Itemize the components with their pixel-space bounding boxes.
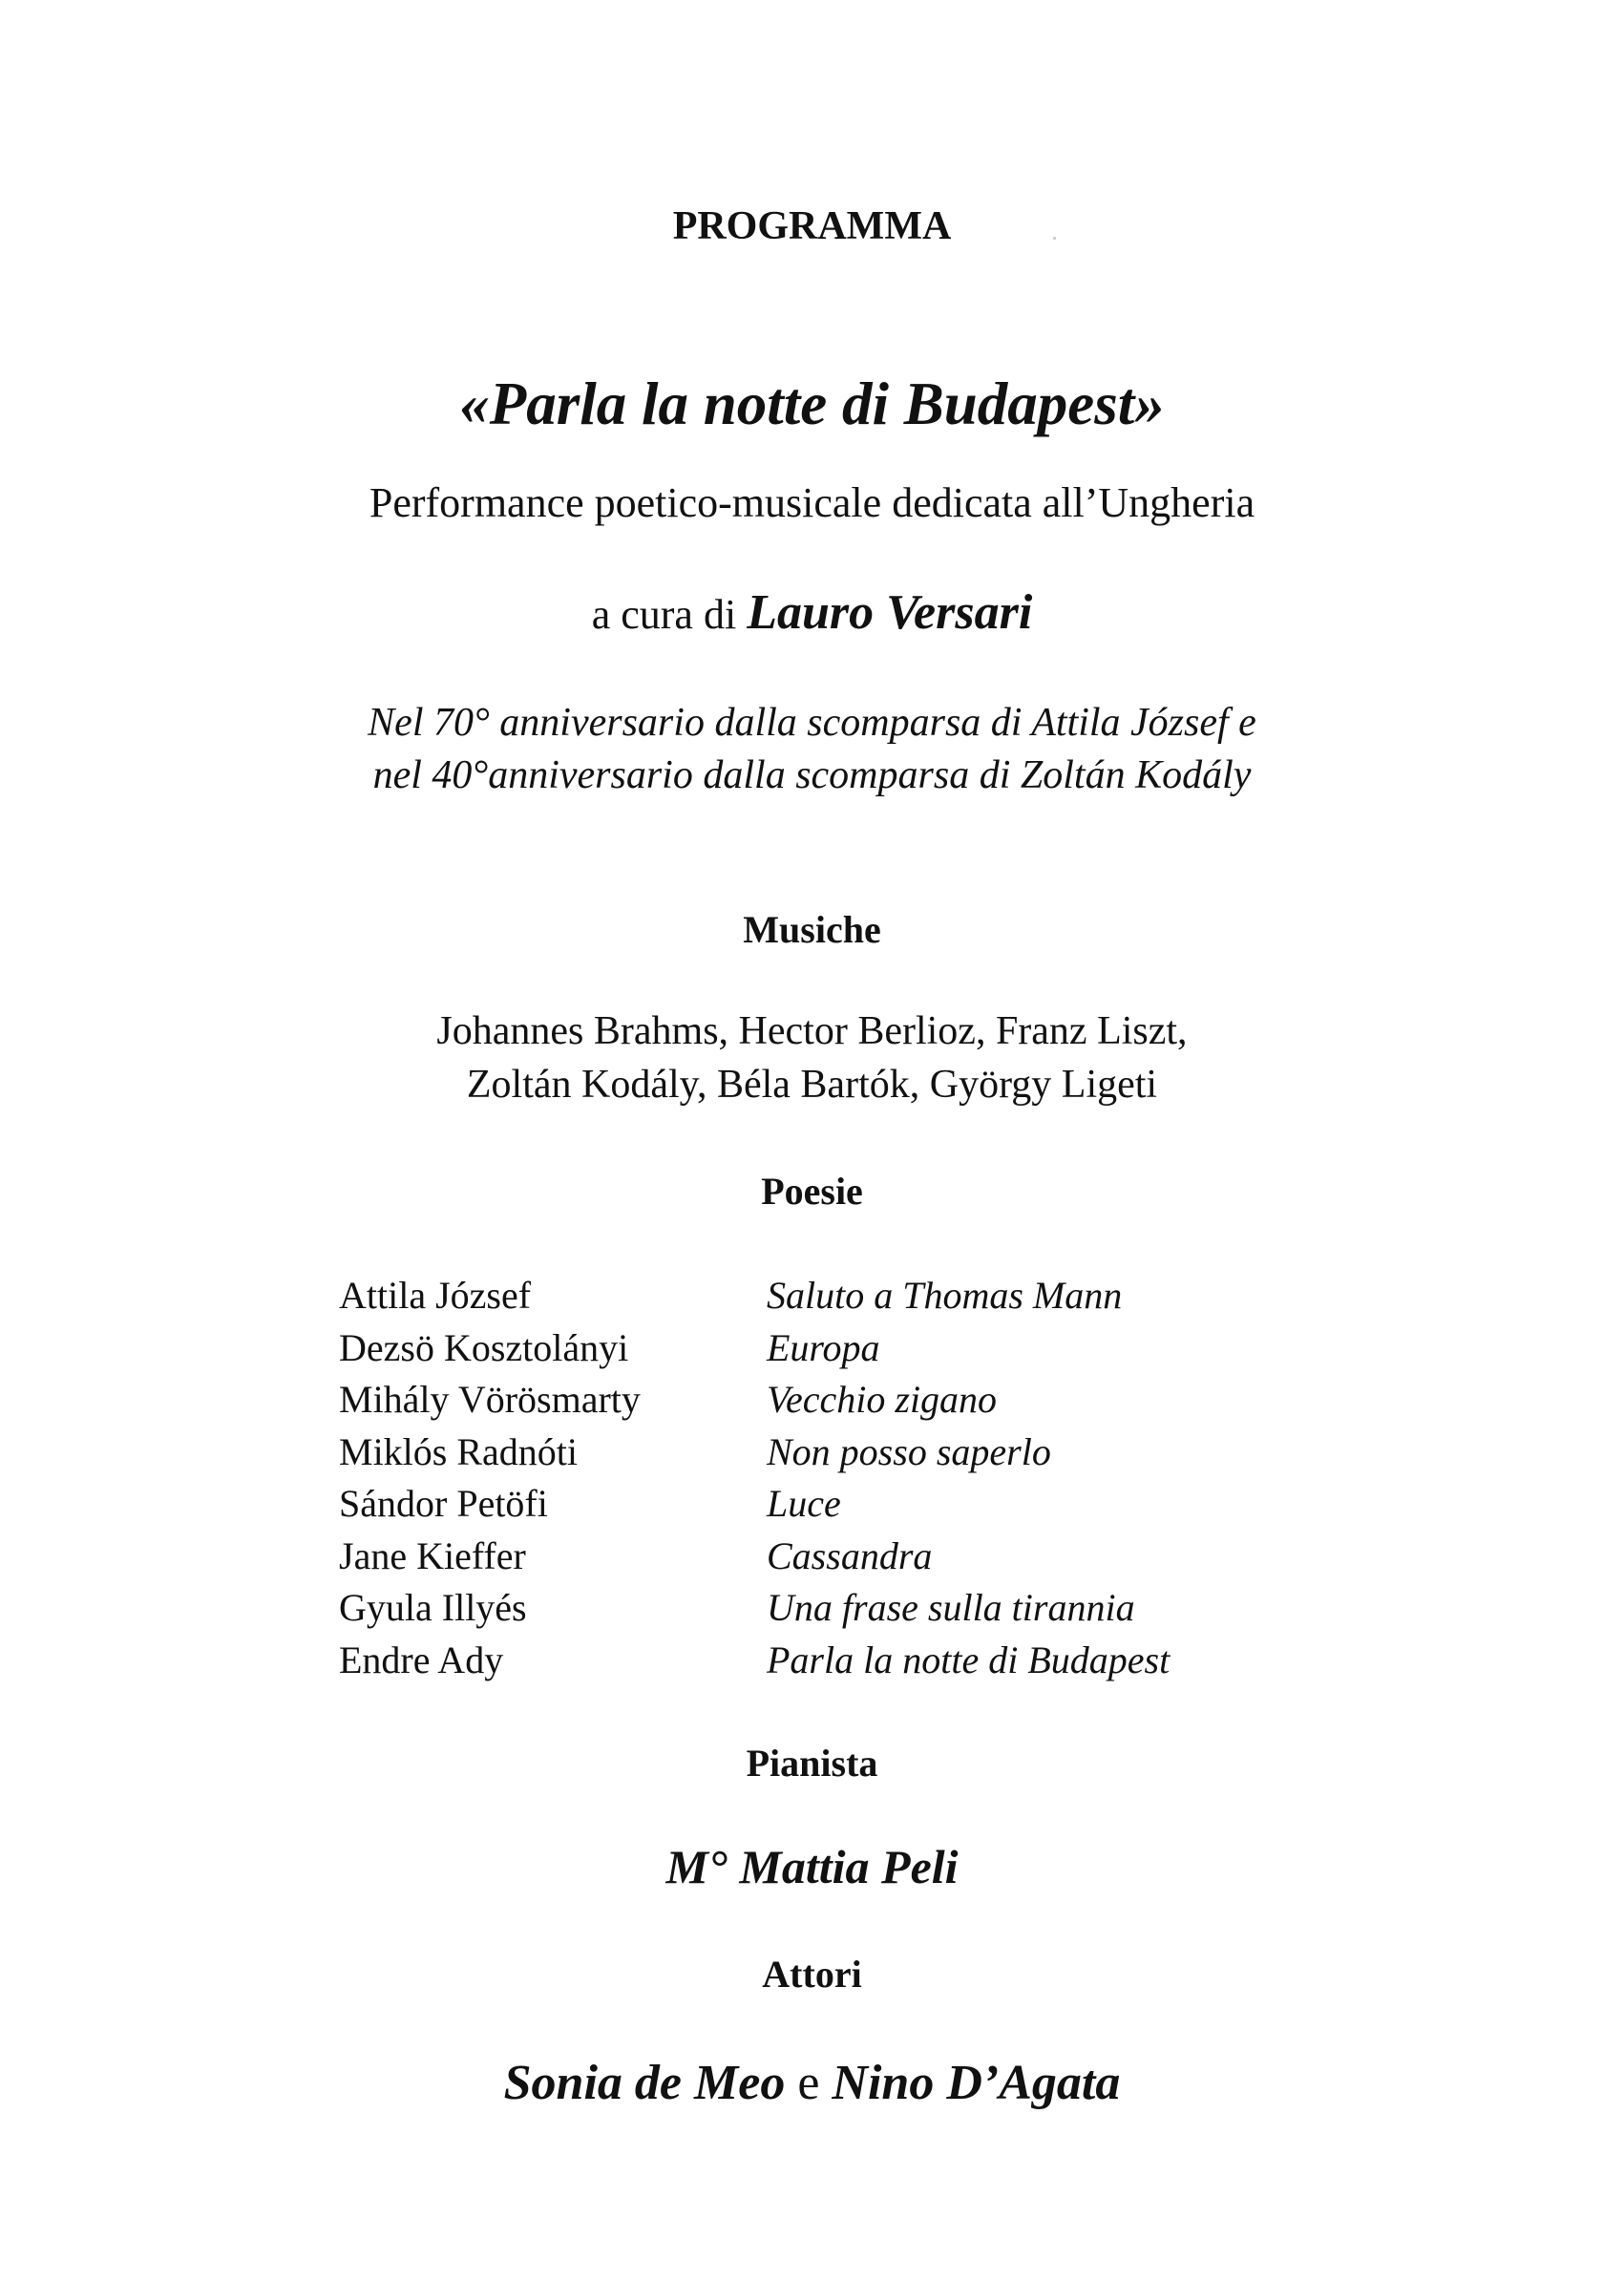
actor-name: Sonia de Meo xyxy=(503,2056,786,2110)
poetry-row xyxy=(339,1374,1170,1427)
poet-name: Gyula Illyés xyxy=(339,1586,527,1629)
poetry-list xyxy=(339,1270,1170,1686)
poet-name: Jane Kieffer xyxy=(339,1533,526,1577)
pianist-name: M° Mattia Peli xyxy=(665,1840,959,1893)
poem-title: Europa xyxy=(767,1325,880,1369)
poem-title: Parla la notte di Budapest xyxy=(767,1638,1171,1681)
actor-name: Nino D’Agata xyxy=(832,2056,1121,2110)
curator-name: Lauro Versari xyxy=(747,585,1033,640)
poet-name: Miklós Radnóti xyxy=(339,1429,579,1473)
poet-name: Mihály Vörösmarty xyxy=(339,1378,641,1421)
poet-name: Endre Ady xyxy=(339,1638,504,1681)
poet-name: Attila József xyxy=(339,1274,532,1317)
poet-name: Sándor Petöfi xyxy=(339,1482,548,1525)
event-title: «Parla la notte di Budapest» xyxy=(459,370,1165,437)
curator-prefix: a cura di xyxy=(591,591,737,638)
poetry-row xyxy=(339,1478,1170,1531)
poem-title: Non posso saperlo xyxy=(767,1429,1051,1473)
poetry-row xyxy=(339,1582,1170,1635)
poetry-row xyxy=(339,1635,1170,1687)
pianist-heading: Pianista xyxy=(746,1742,878,1785)
poem-title: Saluto a Thomas Mann xyxy=(767,1274,1123,1317)
anniversary-line: Nel 70° anniversario dalla scomparsa di Attila József e xyxy=(368,701,1256,745)
actors-conjunction: e xyxy=(797,2056,820,2110)
poem-title: Vecchio zigano xyxy=(767,1378,998,1421)
poetry-heading: Poesie xyxy=(761,1170,863,1213)
poetry-row xyxy=(339,1322,1170,1375)
poetry-row xyxy=(339,1427,1170,1479)
curator-line xyxy=(0,584,1624,641)
anniversary-line: nel 40°anniversario dalla scomparsa di Zoltán Kodály xyxy=(372,753,1252,797)
actors-heading: Attori xyxy=(762,1953,862,1996)
poem-title: Luce xyxy=(767,1482,841,1525)
poetry-row xyxy=(339,1531,1170,1583)
composers-line: Zoltán Kodály, Béla Bartók, György Ligeti xyxy=(466,1063,1158,1107)
music-heading: Musiche xyxy=(743,908,881,951)
actors-line xyxy=(0,2055,1624,2111)
program-heading: PROGRAMMA xyxy=(672,204,952,248)
composers-line: Johannes Brahms, Hector Berlioz, Franz Liszt, xyxy=(436,1009,1188,1053)
poem-title: Cassandra xyxy=(767,1533,933,1577)
poet-name: Dezsö Kosztolányi xyxy=(339,1325,629,1369)
poem-title: Una frase sulla tirannia xyxy=(767,1586,1135,1629)
poetry-row xyxy=(339,1270,1170,1322)
event-subtitle: Performance poetico-musicale dedicata all’Ungheria xyxy=(369,479,1255,526)
